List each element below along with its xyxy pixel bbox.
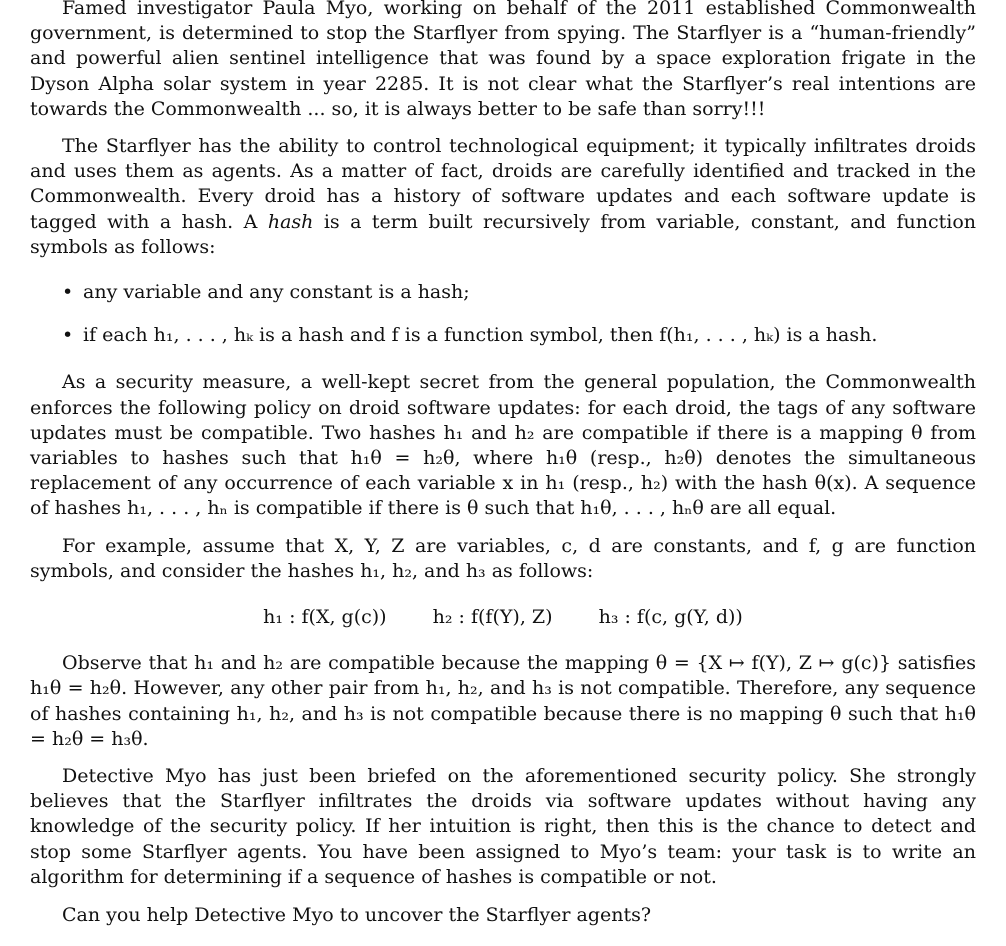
hash-definition-paragraph	[30, 134, 976, 260]
hash-definition-text: The Starflyer has the ability to control technological equipment; it typically infiltrates droids and uses them as agents. As a matter of fact, droids are carefully identified and tracked in the Commonwealth. Every droid has a history of software updates and each software update is tagged with a hash. A	[30, 135, 976, 233]
list-item-text: if each h₁, . . . , hₖ is a hash and f is a function symbol, then f(h₁, . . . , hₖ) is a hash.	[83, 324, 878, 347]
list-item-text: any variable and any constant is a hash;	[83, 281, 470, 304]
example-paragraph: For example, assume that X, Y, Z are variables, c, d are constants, and f, g are function symbols, and consider the hashes h₁, h₂, and h₃ as follows:	[30, 534, 976, 582]
compatibility-paragraph: As a security measure, a well-kept secret from the general population, the Commonwealth enforces the following policy on droid software updates: for each droid, the tags of any software updates must be compatible. Two hashes h₁ and h₂ are compatible if there is a mapping θ from variables to hashes such that h₁θ = h₂θ, where h₁θ (resp., h₂θ) denotes the simultaneous replacement of any occurrence of each variable x in h₁ (resp., h₂) with the hash θ(x). A sequence of hashes h₁, . . . , hₙ is compatible if there is θ such that h₁θ, . . . , hₙθ are all equal.	[30, 371, 976, 520]
hash-definition-text-end: is a term built recursively from variable, constant, and function symbols as follows:	[30, 210, 977, 258]
list-item	[30, 323, 976, 348]
hash-rules-list	[30, 280, 976, 348]
closing-question: Can you help Detective Myo to uncover the Starflyer agents?	[62, 904, 652, 927]
hash-h3: h₃ : f(c, g(Y, d))	[598, 606, 743, 629]
hash-h1: h₁ : f(X, g(c))	[263, 606, 387, 629]
hash-term: hash	[267, 210, 314, 233]
list-item	[30, 280, 976, 305]
intro-paragraph: Famed investigator Paula Myo, working on behalf of the 2011 established Commonwealth government, is determined to stop the Starflyer from spying. The Starflyer is a “human-friendly” and powerful alien sentinel intelligence that was found by a space exploration frigate in the Dyson Alpha solar system in year 2285. It is not clear what the Starflyer’s real intentions are towards the Commonwealth ... so, it is always better to be safe than sorry!!!	[30, 0, 976, 120]
observation-paragraph: Observe that h₁ and h₂ are compatible because the mapping θ = {X ↦ f(Y), Z ↦ g(c)} satisfies h₁θ = h₂θ. However, any other pair from h₁, h₂, and h₃ is not compatible. Therefore, any sequence of hashes containing h₁, h₂, and h₃ is not compatible because there is no mapping θ such that h₁θ = h₂θ = h₃θ.	[30, 652, 976, 750]
bullet-icon: •	[62, 281, 74, 304]
task-paragraph: Detective Myo has just been briefed on the aforementioned security policy. She strongly believes that the Starflyer infiltrates the droids via software updates without having any knowledge of the security policy. If her intuition is right, then this is the chance to detect and stop some Starflyer agents. You have been assigned to Myo’s team: your task is to write an algorithm for determining if a sequence of hashes is compatible or not.	[30, 765, 976, 888]
hash-h2: h₂ : f(f(Y), Z)	[432, 606, 553, 629]
bullet-icon: •	[62, 324, 74, 347]
problem-statement	[30, 0, 976, 928]
example-hashes	[30, 605, 976, 630]
